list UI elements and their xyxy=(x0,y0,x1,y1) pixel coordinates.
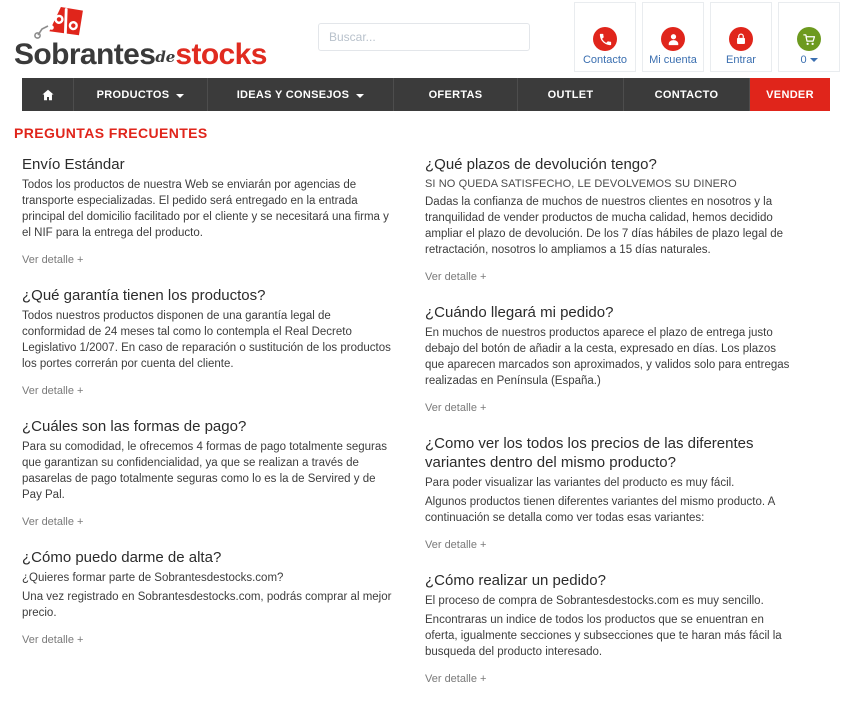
faq-column-right xyxy=(403,155,806,705)
user-icon xyxy=(661,27,685,51)
logo-wordmark xyxy=(14,38,267,76)
faq-item xyxy=(22,548,393,648)
ver-detalle-link[interactable]: Ver detalle + xyxy=(425,402,487,414)
nav-item-vender[interactable] xyxy=(750,78,830,111)
chevron-down-icon xyxy=(176,94,184,98)
nav-item-outlet[interactable] xyxy=(518,78,624,111)
faq-columns xyxy=(0,155,850,705)
mi-cuenta-button[interactable] xyxy=(642,2,704,72)
phone-icon xyxy=(593,27,617,51)
entrar-label: Entrar xyxy=(726,54,756,66)
nav-item-contacto-label: CONTACTO xyxy=(654,88,719,101)
nav-item-vender-label: VENDER xyxy=(766,88,814,101)
contacto-label: Contacto xyxy=(582,54,628,66)
cart-button[interactable] xyxy=(778,2,840,72)
faq-answer: Una vez registrado en Sobrantesdestocks.com, podrás comprar al mejor precio. xyxy=(22,591,392,619)
faq-item xyxy=(425,303,792,416)
faq-answer: En muchos de nuestros productos aparece el plazo de entrega justo debajo del botón de añadir a la cesta, expresado en días. Los plazos que aparecen marcados son aproximados, y validos solo para entregas realizadas en Península (España.) xyxy=(425,327,790,387)
entrar-button[interactable] xyxy=(710,2,772,72)
faq-answer: El proceso de compra de Sobrantesdestocks.com es muy sencillo. xyxy=(425,595,764,607)
faq-item xyxy=(22,286,393,399)
faq-question: ¿Cuándo llegará mi pedido? xyxy=(425,304,614,321)
faq-question: ¿Cómo puedo darme de alta? xyxy=(22,549,222,566)
faq-question: ¿Cómo realizar un pedido? xyxy=(425,572,606,589)
contacto-button[interactable] xyxy=(574,2,636,72)
mi-cuenta-label: Mi cuenta xyxy=(649,54,697,66)
lock-icon xyxy=(729,27,753,51)
chevron-down-icon xyxy=(356,94,364,98)
chevron-down-icon xyxy=(810,58,818,62)
logo-word-red: stocks xyxy=(175,38,267,71)
faq-answer: Para poder visualizar las variantes del producto es muy fácil. xyxy=(425,477,735,489)
home-icon xyxy=(41,88,55,102)
header-icon-bar xyxy=(574,2,840,72)
ver-detalle-link[interactable]: Ver detalle + xyxy=(425,271,487,283)
search-box xyxy=(318,23,530,51)
nav-item-productos[interactable] xyxy=(74,78,208,111)
cart-count-value: 0 xyxy=(800,54,807,66)
nav-item-ideas-label: IDEAS Y CONSEJOS xyxy=(236,88,350,101)
nav-item-contacto[interactable] xyxy=(624,78,750,111)
faq-answer: Todos nuestros productos disponen de una garantía legal de conformidad de 24 meses tal como lo contempla el Real Decreto Legislativo 1/2007. En caso de reparación o sustitución de los productos los portes correrán por cuenta del cliente. xyxy=(22,310,391,370)
faq-question: Envío Estándar xyxy=(22,156,125,173)
site-header xyxy=(0,0,850,78)
cart-count xyxy=(800,54,817,66)
logo-word-script: de xyxy=(155,48,176,66)
faq-answer: Algunos productos tienen diferentes variantes del mismo producto. A continuación se detalla como ver todas esas variantes: xyxy=(425,496,775,524)
ver-detalle-link[interactable]: Ver detalle + xyxy=(22,634,84,646)
faq-answer: Para su comodidad, le ofrecemos 4 formas de pago totalmente seguras que garantizan su confidencialidad, ya que se realizan a través de pasarelas de pago totalmente seguras como lo es la de Servired y de Pay Pal. xyxy=(22,441,388,501)
faq-answer: ¿Quieres formar parte de Sobrantesdestocks.com? xyxy=(22,572,284,584)
cart-icon xyxy=(797,27,821,51)
faq-answer: Todos los productos de nuestra Web se enviarán por agencias de transporte especializadas. El pedido será entregado en la entrada principal del domicilio facilitado por el cliente y se necesitará una firma y el NIF para la entrega del producto. xyxy=(22,179,389,239)
nav-item-ideas-y-consejos[interactable] xyxy=(208,78,394,111)
main-content xyxy=(0,111,850,705)
main-navigation xyxy=(22,78,830,111)
faq-question: ¿Qué plazos de devolución tengo? xyxy=(425,156,657,173)
faq-question: ¿Cuáles son las formas de pago? xyxy=(22,418,247,435)
faq-column-left xyxy=(0,155,403,705)
ver-detalle-link[interactable]: Ver detalle + xyxy=(425,673,487,685)
ver-detalle-link[interactable]: Ver detalle + xyxy=(22,385,84,397)
ver-detalle-link[interactable]: Ver detalle + xyxy=(22,516,84,528)
faq-item xyxy=(425,571,792,687)
ver-detalle-link[interactable]: Ver detalle + xyxy=(425,539,487,551)
page-title: PREGUNTAS FRECUENTES xyxy=(14,125,208,141)
nav-item-ofertas[interactable] xyxy=(394,78,518,111)
nav-item-outlet-label: OUTLET xyxy=(547,88,594,101)
faq-question: ¿Como ver los todos los precios de las diferentes variantes dentro del mismo producto? xyxy=(425,435,754,471)
faq-item xyxy=(425,155,792,285)
faq-answer: Dadas la confianza de muchos de nuestros clientes en nosotros y la tranquilidad de vender productos de mucha calidad, hemos decidido ampliar el plazo de devolución. De los 7 días hábiles de plazo legal de retractación, nosotros lo ampliamos a 15 días naturales. xyxy=(425,196,784,256)
faq-question: ¿Qué garantía tienen los productos? xyxy=(22,287,266,304)
faq-item xyxy=(22,155,393,268)
logo-word-dark: Sobrantes xyxy=(14,38,156,71)
nav-item-ofertas-label: OFERTAS xyxy=(428,88,483,101)
faq-item xyxy=(425,434,792,553)
nav-item-home[interactable] xyxy=(22,78,74,111)
ver-detalle-link[interactable]: Ver detalle + xyxy=(22,254,84,266)
site-logo[interactable] xyxy=(14,2,267,72)
faq-item xyxy=(22,417,393,530)
faq-answer: Encontraras un indice de todos los productos que se enuentran en oferta, igualmente secciones y subsecciones que te haran más fácil la busqueda del producto interesado. xyxy=(425,614,782,658)
faq-subtitle: SI NO QUEDA SATISFECHO, LE DEVOLVEMOS SU DINERO xyxy=(425,178,737,190)
nav-item-productos-label: PRODUCTOS xyxy=(96,88,170,101)
search-input[interactable] xyxy=(318,23,530,51)
